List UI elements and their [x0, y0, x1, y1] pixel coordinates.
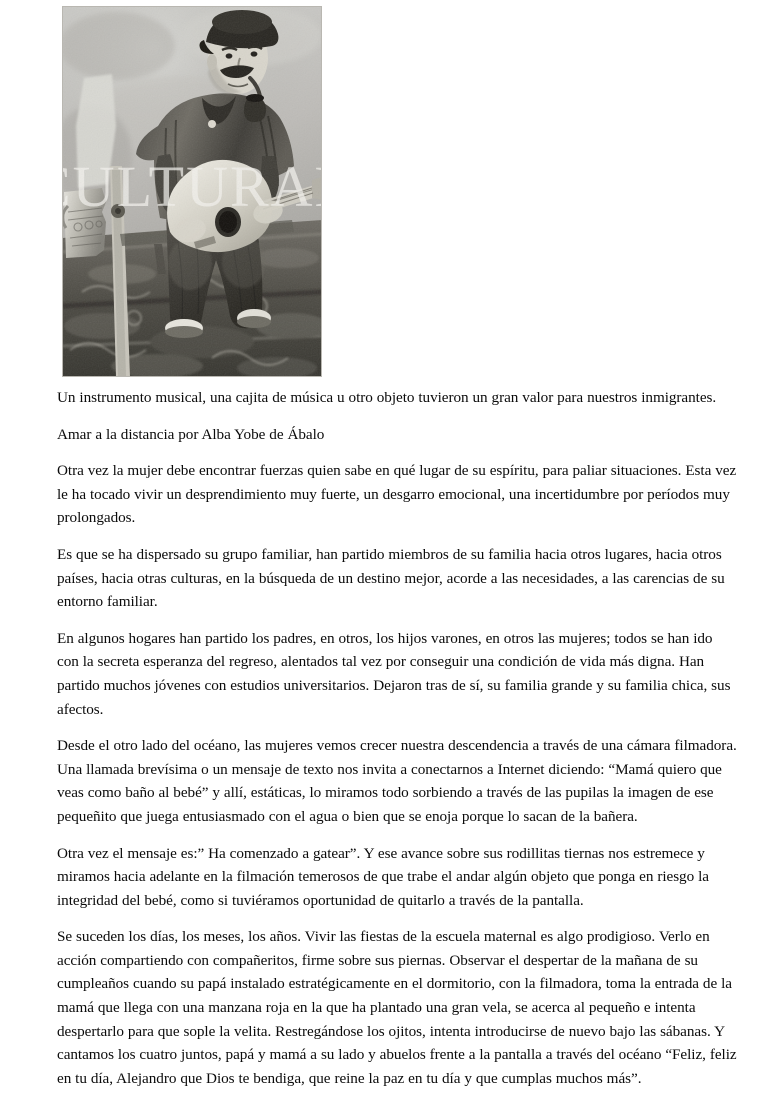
photograph-artwork	[62, 6, 322, 377]
photo-caption: Un instrumento musical, una cajita de música u otro objeto tuvieron un gran valor para nuestros inmigrantes.	[57, 389, 717, 406]
article-byline: Amar a la distancia por Alba Yobe de Ábalo	[57, 425, 325, 443]
body-paragraph-5: Otra vez el mensaje es:” Ha comenzado a gatear”. Y ese avance sobre sus rodillitas tiernas nos estremece y miramos hacia adelante en la filmación temerosos de que trabe el andar algún objeto que ponga en riesgo la integridad del bebé, como si tuviéramos oportunidad de quitarlo a través de la pantalla.	[57, 844, 709, 909]
body-paragraph-4: Desde el otro lado del océano, las mujeres vemos crecer nuestra descendencia a través de una cámara filmadora. Una llamada brevísima o un mensaje de texto nos invita a conectarnos a Internet diciendo: “Mamá quiero que veas como baño al bebé” y allí, estáticas, lo miramos todo sorbiendo a través de las pupilas la imagen de ese pequeñito que juega entusiasmado con el agua o bien que se enoja porque lo sacan de la bañera.	[57, 737, 737, 825]
body-paragraph-1: Otra vez la mujer debe encontrar fuerzas quien sabe en qué lugar de su espíritu, para paliar situaciones. Esta vez le ha tocado vivir un desprendimiento muy fuerte, un desgarro emocional, una incertidumbre por períodos muy prolongados.	[57, 462, 737, 527]
body-paragraph-6: Se suceden los días, los meses, los años. Vivir las fiestas de la escuela maternal es algo prodigioso. Verlo en acción compartiendo con compañeritos, firme sobre sus piernas. Observar el despertar de la mañana de su cumpleaños cuando su papá instalado estratégicamente en el dormitorio, con la filmadora, toma la entrada de la mamá que llega con una manzana roja en la que ha plantado una gran vela, se acerca al pequeño e intenta despertarlo para que sople la velita. Restregándose los ojitos, intenta introducirse de nuevo bajo las sábanas. Y cantamos los cuatro juntos, papá y mamá a su lado y abuelos frente a la pantalla a través del océano “Feliz, feliz en tu día, Alejandro que Dios te bendiga, que reine la paz en tu día y que cumplas muchos más”.	[57, 928, 737, 1087]
body-paragraph-2: Es que se ha dispersado su grupo familiar, han partido miembros de su familia hacia otros lugares, hacia otros países, hacia otras culturas, en la búsqueda de un destino mejor, acorde a las necesidades, a las carencias de su entorno familiar.	[57, 545, 725, 611]
body-paragraph-3: En algunos hogares han partido los padres, en otros, los hijos varones, en otros las mujeres; todos se han ido con la secreta esperanza del regreso, alentados tal vez por conseguir una condición de vida más digna. Han partido muchos jóvenes con estudios universitarios. Dejaron tras de sí, su familia grande y su familia chica, sus afectos.	[57, 629, 731, 718]
document-text-column	[57, 386, 738, 1103]
historical-photograph	[62, 6, 322, 377]
